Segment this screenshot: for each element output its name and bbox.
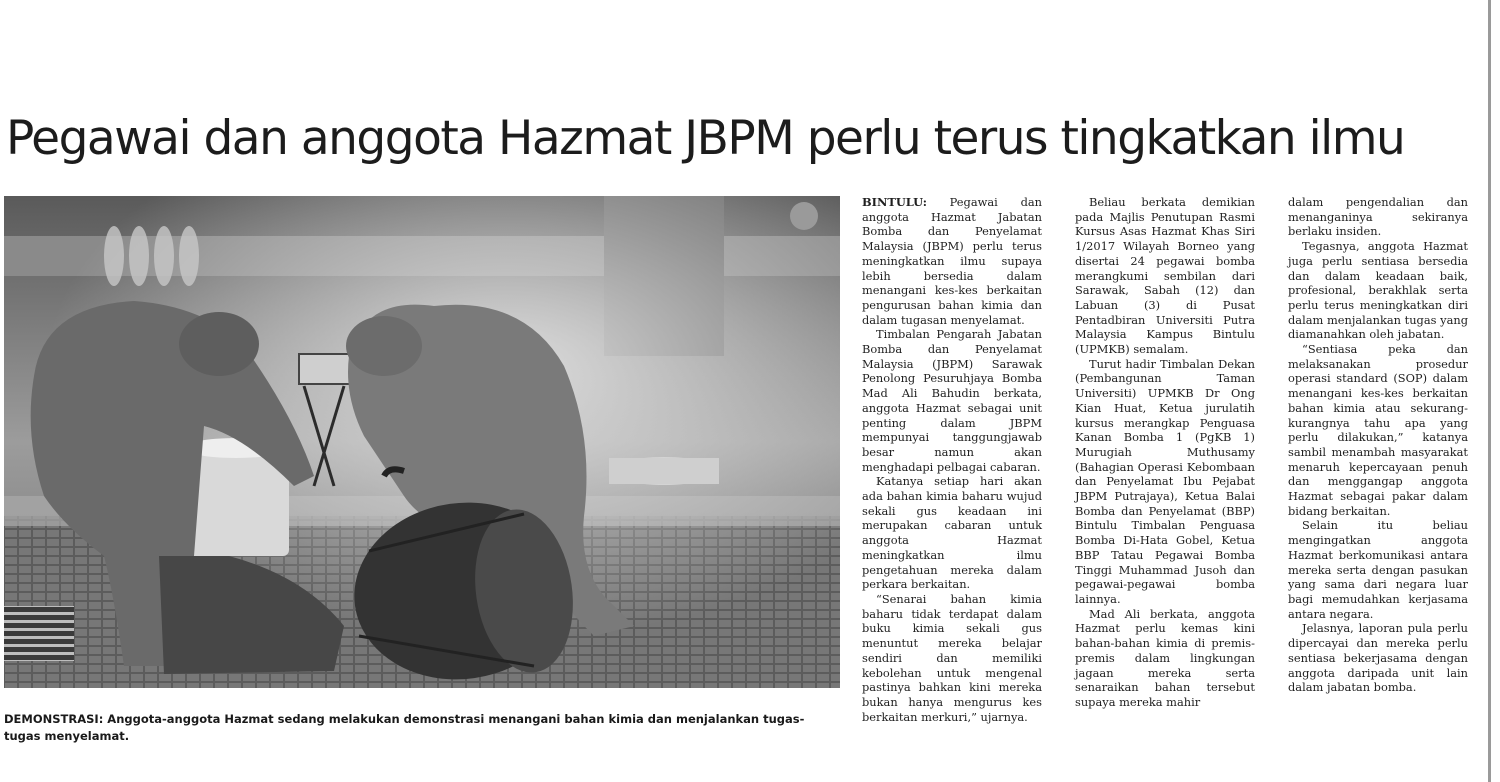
dateline: BINTULU:	[862, 195, 927, 209]
article-paragraph: Selain itu beliau mengingatkan anggota Hazmat berkomunikasi antara mereka serta dengan pasukan yang sama dari negara luar bagi memudahkan kerjasama antara negara.	[1288, 518, 1468, 621]
article-paragraph: Timbalan Pengarah Jabatan Bomba dan Penyelamat Malaysia (JBPM) Sarawak Penolong Pesuruhjaya Bomba Mad Ali Bahudin berkata, anggota Hazmat sebagai unit penting dalam JBPM mempunyai tanggungjawab besar namun akan menghadapi pelbagai cabaran.	[862, 327, 1042, 474]
page-edge-rule	[1488, 0, 1491, 782]
article-headline: Pegawai dan anggota Hazmat JBPM perlu terus tingkatkan ilmu	[6, 111, 1405, 166]
hazmat-demonstration-photo	[4, 196, 840, 688]
article-paragraph: Mad Ali berkata, anggota Hazmat perlu kemas kini bahan-bahan kimia di premis-premis dalam lingkungan jagaan mereka serta senaraikan bahan tersebut supaya mereka mahir	[1075, 606, 1255, 709]
article-paragraph: Turut hadir Timbalan Dekan (Pembangunan Taman Universiti) UPMKB Dr Ong Kian Huat, Ketua jurulatih kursus merangkap Penguasa Kanan Bomba 1 (PgKB 1) Murugiah Muthusamy (Bahagian Operasi Kebombaan dan Penyelamat Ibu Pejabat JBPM Putrajaya), Ketua Balai Bomba dan Penyelamat (BBP) Bintulu Timbalan Penguasa Bomba Di-Hata Gobel, Ketua BBP Tatau Pegawai Bomba Tinggi Muhammad Jusoh dan pegawai-pegawai bomba lainnya.	[1075, 356, 1255, 606]
article-paragraph: dalam pengendalian dan menanganinya sekiranya berlaku insiden.	[1288, 195, 1468, 239]
article-column-2	[1075, 195, 1255, 755]
article-paragraph: Katanya setiap hari akan ada bahan kimia baharu wujud sekali gus keadaan ini merupakan cabaran untuk anggota Hazmat meningkatkan ilmu pengetahuan mereka dalam perkara berkaitan.	[862, 474, 1042, 592]
article-paragraph: Jelasnya, laporan pula perlu dipercayai dan mereka perlu sentiasa bekerjasama dengan anggota daripada unit lain dalam jabatan bomba.	[1288, 621, 1468, 695]
article-column-1	[862, 195, 1042, 755]
photo-caption	[4, 711, 840, 745]
article-paragraph: Beliau berkata demikian pada Majlis Penutupan Rasmi Kursus Asas Hazmat Khas Siri 1/2017 Wilayah Borneo yang disertai 24 pegawai bomba merangkumi sembilan dari Sarawak, Sabah (12) dan Labuan (3) di Pusat Pentadbiran Universiti Putra Malaysia Kampus Bintulu (UPMKB) semalam.	[1075, 195, 1255, 357]
article-paragraph: “Sentiasa peka dan melaksanakan prosedur operasi standard (SOP) dalam menangani kes-kes berkaitan bahan kimia atau sekurang-kurangnya tahu apa yang perlu dilakukan,” katanya sambil menambah masyarakat menaruh kepercayaan penuh dan menggangap anggota Hazmat sebagai pakar dalam bidang berkaitan.	[1288, 342, 1468, 518]
paragraph-text: Pegawai dan anggota Hazmat Jabatan Bomba dan Penyelamat Malaysia (JBPM) perlu terus meningkatkan ilmu supaya lebih bersedia dalam menangani kes-kes berkaitan pengurusan bahan kimia dan dalam tugasan menyelamat.	[862, 195, 1042, 327]
article-photo	[4, 196, 840, 688]
article-paragraph	[862, 195, 1042, 327]
article-column-3	[1288, 195, 1468, 755]
article-paragraph: “Senarai bahan kimia baharu tidak terdapat dalam buku kimia sekali gus menuntut mereka belajar sendiri dan memiliki kebolehan untuk mengenal pastinya bahkan kini mereka bukan hanya mengurus kes berkaitan merkuri,” ujarnya.	[862, 591, 1042, 724]
caption-label: DEMONSTRASI:	[4, 712, 104, 726]
article-paragraph: Tegasnya, anggota Hazmat juga perlu sentiasa bersedia dan dalam keadaan baik, profesional, berakhlak serta perlu terus meningkatkan diri dalam menjalankan tugas yang diamanahkan oleh jabatan.	[1288, 239, 1468, 342]
caption-text: Anggota-anggota Hazmat sedang melakukan demonstrasi menangani bahan kimia dan menjalankan tugas-tugas menyelamat.	[4, 712, 805, 743]
